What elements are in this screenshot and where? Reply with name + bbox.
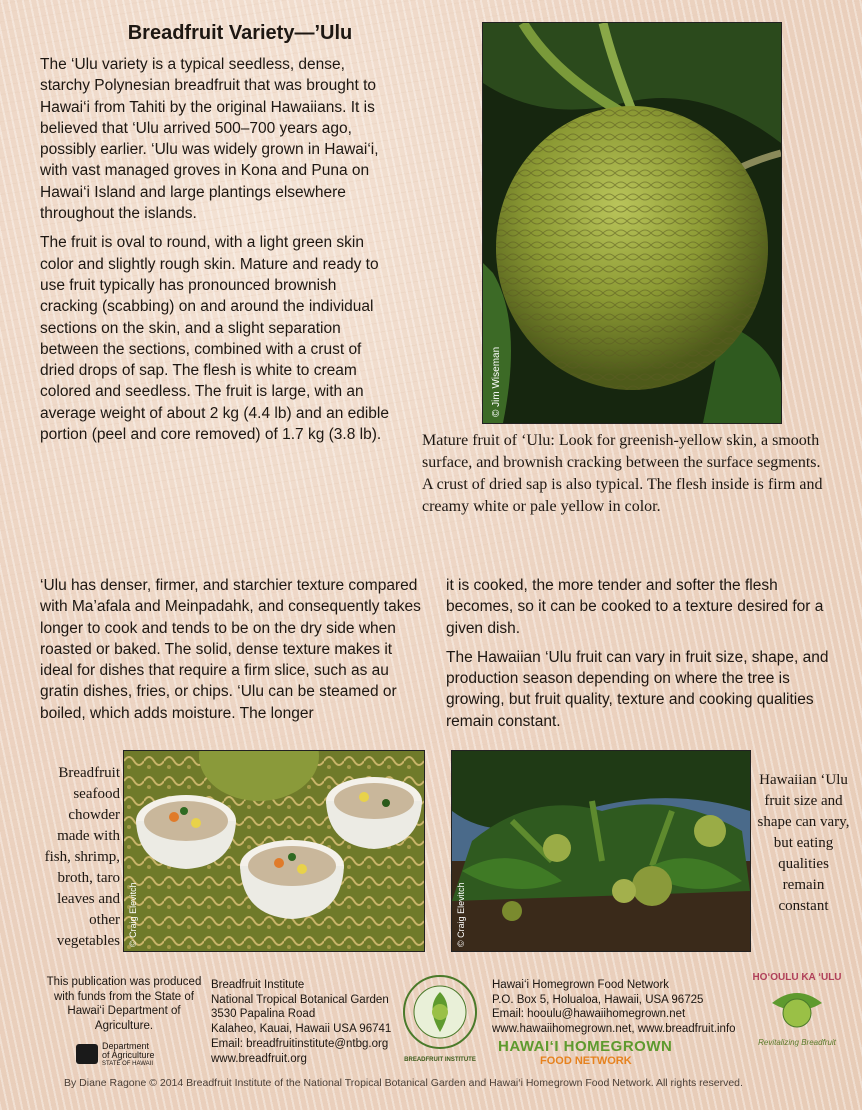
usda-logo bbox=[76, 1042, 158, 1068]
bi-email[interactable]: Email: breadfruitinstitute@ntbg.org bbox=[211, 1037, 389, 1050]
hh-logo-title: HAWAI‘I HOMEGROWN bbox=[498, 1038, 673, 1055]
variability-paragraph: The Hawaiian ‘Ulu fruit can vary in fruit size, shape, and production season depending on where the tree is growing, but fruit quality, texture and cooking qualities remain constant. bbox=[446, 648, 829, 730]
chowder-caption: Breadfruit seafood chowder made with fish, shrimp, broth, taro leaves and other vegetables bbox=[44, 765, 120, 949]
chowder-image bbox=[124, 751, 424, 951]
bi-line: Kalaheo, Kauai, Hawaii USA 96741 bbox=[211, 1023, 392, 1036]
fruit-caption: Mature fruit of ‘Ulu: Look for greenish-yellow skin, a smooth surface, and brownish cracking between the surface segments. A crust of dried sap is also typical. The flesh inside is firm and creamy white or pale yellow in color. bbox=[422, 432, 823, 515]
hh-line: Hawai‘i Homegrown Food Network bbox=[492, 979, 670, 991]
hh-websites[interactable]: www.hawaiihomegrown.net, www.breadfruit.info bbox=[492, 1023, 736, 1036]
photo-credit: © Craig Elevitch bbox=[456, 882, 466, 947]
photo-credit: © Jim Wiseman bbox=[491, 346, 502, 417]
breadfruit-photo bbox=[482, 22, 782, 424]
tree-caption: Hawaiian ‘Ulu fruit size and shape can vary, but eating qualities remain constant bbox=[757, 772, 850, 914]
hh-logo-subtitle: FOOD NETWORK bbox=[540, 1055, 632, 1067]
breadfruit-institute-address bbox=[211, 978, 401, 1066]
intro-paragraph-1: The ‘Ulu variety is a typical seedless, dense, starchy Polynesian breadfruit that was brought to Hawai‘i from Tahiti by the original Hawaiians. It is believed that ‘Ulu arrived 500–700 years ago, possibly earlier. ‘Ulu was widely grown in Hawai‘i, with vast managed groves in Kona and Puna on Hawai‘i Island and large plantings elsewhere throughout the islands. bbox=[40, 56, 379, 223]
hawaii-homegrown-logo bbox=[498, 1038, 693, 1074]
ntbg-subtitle: BREADFRUIT INSTITUTE bbox=[404, 1057, 476, 1063]
texture-text-left bbox=[40, 575, 422, 732]
photo-credit: © Craig Elevitch bbox=[128, 882, 138, 947]
copyright-line: By Diane Ragone © 2014 Breadfruit Institute of the National Tropical Botanical Garden and Hawai‘i Homegrown Food Network. All rights reserved. bbox=[64, 1077, 743, 1089]
bi-line: National Tropical Botanical Garden bbox=[211, 993, 389, 1006]
texture-paragraph: ‘Ulu has denser, firmer, and starchier texture compared with Ma’afala and Meinpadahk, and consequently takes longer to cook and tends to be on the dry side when roasted or baked. The solid, dense texture makes it ideal for dishes that require a firm slice, such as au gratin dishes, fries, or chips. ‘Ulu can be steamed or boiled, which adds moisture. The longer bbox=[40, 577, 421, 722]
ntbg-logo bbox=[400, 972, 480, 1067]
usda-line1: Department bbox=[102, 1041, 150, 1051]
hk-title: HO‘OULU KA ‘ULU bbox=[752, 972, 842, 983]
page-title: Breadfruit Variety—’Ulu bbox=[127, 22, 353, 44]
intro-text bbox=[40, 54, 390, 453]
bi-website[interactable]: www.breadfruit.org bbox=[211, 1052, 307, 1065]
usda-line3: STATE OF HAWAII bbox=[102, 1061, 153, 1067]
bi-line: Breadfruit Institute bbox=[211, 979, 305, 991]
chowder-photo bbox=[123, 750, 425, 952]
texture-text-right bbox=[446, 575, 832, 740]
hk-subtitle: Revitalizing Breadfruit bbox=[758, 1038, 836, 1047]
ntbg-emblem-icon bbox=[400, 972, 480, 1067]
hh-email[interactable]: Email: hooulu@hawaiihomegrown.net bbox=[492, 1008, 686, 1021]
hh-line: P.O. Box 5, Holualoa, Hawaii, USA 96725 bbox=[492, 993, 704, 1006]
hooulu-ka-ulu-logo bbox=[752, 972, 842, 1057]
breadfruit-logo-icon bbox=[752, 983, 842, 1033]
bi-line: 3530 Papalina Road bbox=[211, 1008, 316, 1021]
tree-image bbox=[452, 751, 750, 951]
funding-note: This publication was produced with funds from the State of Hawai‘i Department of Agriculture. bbox=[46, 976, 202, 1033]
homegrown-address bbox=[492, 978, 754, 1037]
usda-line2: of Agriculture bbox=[102, 1050, 155, 1060]
usda-mark-icon bbox=[76, 1044, 98, 1064]
cooking-paragraph: it is cooked, the more tender and softer the flesh becomes, so it can be cooked to a texture desired for a given dish. bbox=[446, 577, 824, 637]
breadfruit-image bbox=[483, 23, 781, 423]
intro-paragraph-2: The fruit is oval to round, with a light green skin color and slightly rough skin. Mature and ready to use fruit typically has pronounced brownish cracking (scabbing) on and around the individual sections on the skin, and a slight separation between the sections, combined with a crust of dried drops of sap. The flesh is white to cream colored and seedless. The fruit is large, with an average weight of about 2 kg (4.4 lb) and an edible portion (peel and core removed) of 1.7 kg (3.8 lb). bbox=[40, 234, 389, 444]
tree-photo bbox=[451, 750, 751, 952]
